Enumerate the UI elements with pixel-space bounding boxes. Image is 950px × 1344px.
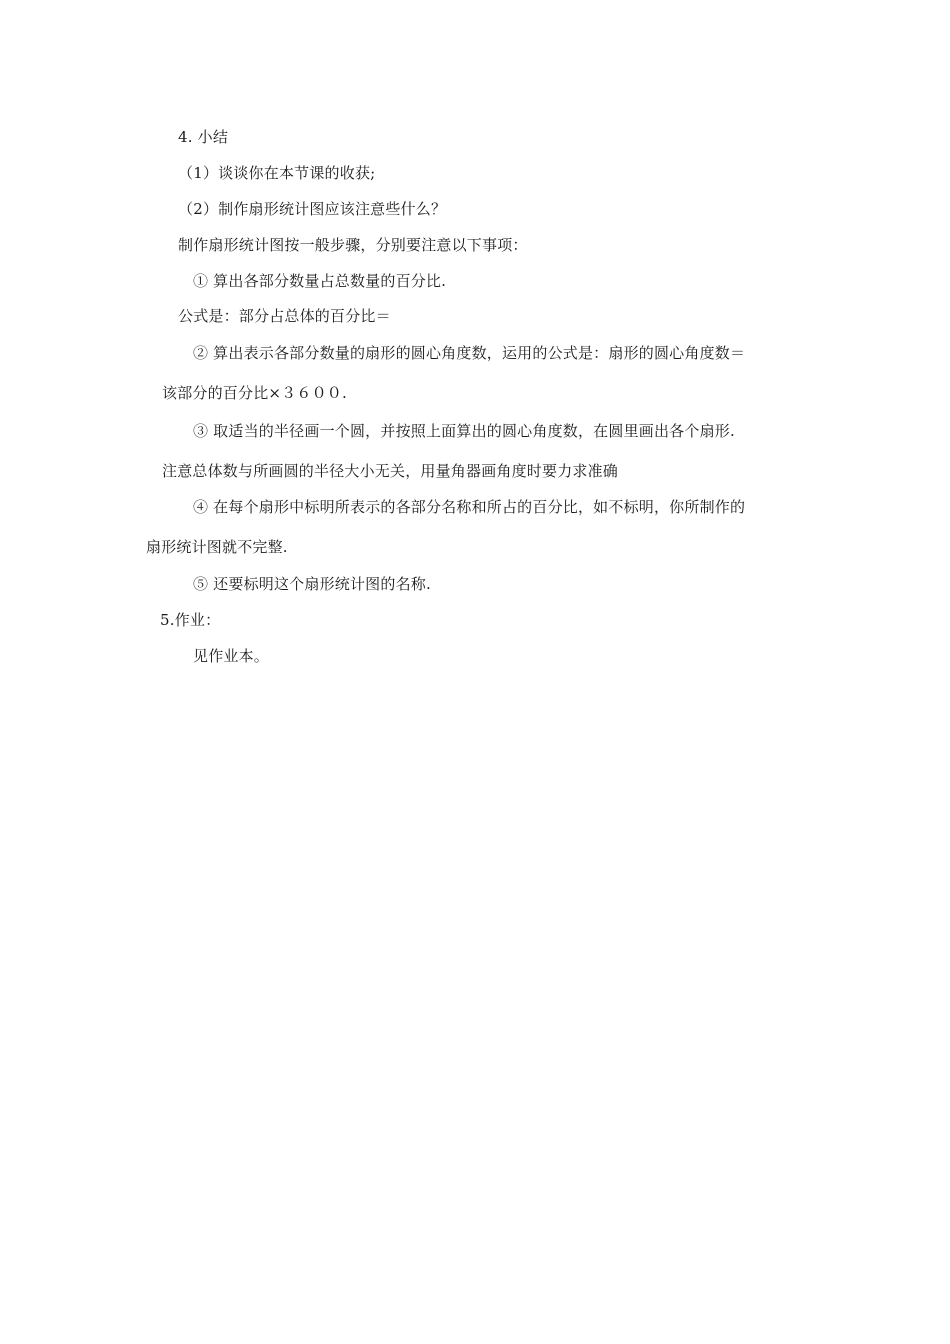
section-5-heading: 5.作业：: [160, 611, 221, 629]
section-4-heading: 4. 小结: [178, 128, 229, 146]
question-1: （1）谈谈你在本节课的收获;: [178, 164, 376, 182]
question-2: （2）制作扇形统计图应该注意些什么？: [178, 200, 447, 218]
step-4-line-1: ④ 在每个扇形中标明所表示的各部分名称和所占的百分比，如不标明，你所制作的: [193, 498, 746, 516]
step-1: ① 算出各部分数量占总数量的百分比.: [193, 272, 447, 290]
homework-line: 见作业本。: [193, 647, 270, 665]
steps-intro: 制作扇形统计图按一般步骤，分别要注意以下事项：: [178, 236, 528, 254]
formula-line: 公式是：部分占总体的百分比＝: [178, 307, 391, 325]
step-2-line-1: ② 算出表示各部分数量的扇形的圆心角度数，运用的公式是：扇形的圆心角度数＝: [193, 344, 746, 362]
step-4-line-2: 扇形统计图就不完整.: [146, 538, 288, 556]
step-2-line-2: 该部分的百分比×３６００.: [162, 384, 347, 402]
step-5: ⑤ 还要标明这个扇形统计图的名称.: [193, 575, 431, 593]
note-line: 注意总体数与所画圆的半径大小无关，用量角器画角度时要力求准确: [162, 462, 619, 480]
step-3: ③ 取适当的半径画一个圆，并按照上面算出的圆心角度数，在圆里画出各个扇形.: [193, 422, 735, 440]
